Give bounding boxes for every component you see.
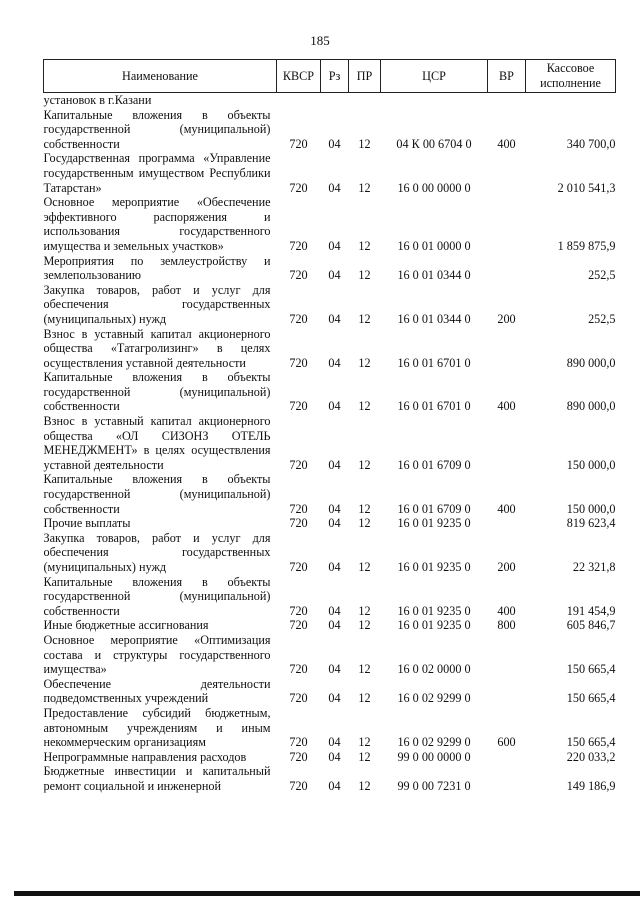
- row-sum: 890 000,0: [566, 355, 616, 370]
- row-kvsr: 720: [289, 560, 308, 574]
- row-sum: 605 846,7: [566, 618, 616, 633]
- row-name: Мероприятия по землеустройству и землепользованию: [43, 253, 271, 283]
- row-rz: 04: [328, 691, 341, 706]
- row-pr: 12: [358, 618, 371, 633]
- row-sum: 150 665,4: [566, 691, 616, 706]
- row-vr: [488, 254, 526, 283]
- row-csr: 16 0 01 9235 0: [397, 603, 471, 618]
- row-csr: 04 К 00 6704 0: [396, 136, 472, 151]
- table-row: [44, 706, 616, 750]
- table-row: [44, 764, 616, 793]
- table-row: [44, 93, 616, 108]
- row-rz: 04: [328, 735, 341, 750]
- row-vr: 800: [497, 618, 516, 633]
- table-row: [44, 195, 616, 253]
- row-csr: 99 0 00 7231 0: [397, 778, 471, 793]
- table-row: [44, 516, 616, 531]
- row-pr: 12: [358, 603, 371, 618]
- row-kvsr: 720: [289, 662, 308, 677]
- row-vr: [488, 677, 526, 706]
- row-sum: 220 033,2: [566, 749, 616, 764]
- row-kvsr: 720: [289, 268, 308, 283]
- row-name: Основное мероприятие «Оптимизация состава и структуры государственного имущества»: [43, 632, 271, 677]
- row-name: Капитальные вложения в объекты государственной (муниципальной) собственности: [43, 107, 271, 151]
- row-vr: [488, 750, 526, 765]
- row-name: Капитальные вложения в объекты государственной (муниципальной) собственности: [43, 370, 271, 414]
- row-sum: 340 700,0: [566, 136, 616, 151]
- table-row: [44, 531, 616, 575]
- table-row: [44, 283, 616, 327]
- table-row: [44, 750, 616, 765]
- row-kvsr: 720: [289, 778, 308, 793]
- table-row: [44, 151, 616, 195]
- row-sum: [526, 93, 616, 108]
- row-kvsr: 720: [289, 501, 308, 516]
- row-csr: 16 0 01 9235 0: [397, 618, 471, 633]
- row-vr: 200: [497, 311, 516, 326]
- row-vr: 400: [497, 501, 516, 516]
- row-vr: 200: [497, 560, 516, 574]
- row-pr: 12: [358, 501, 371, 516]
- row-pr: 12: [358, 238, 371, 253]
- row-sum: 1 859 875,9: [557, 238, 616, 253]
- row-rz: 04: [328, 238, 341, 253]
- row-csr: 16 0 02 9299 0: [397, 735, 471, 750]
- row-pr: 12: [358, 180, 371, 195]
- row-csr: 16 0 01 0344 0: [397, 268, 471, 283]
- row-kvsr: 720: [289, 457, 308, 472]
- row-name: Капитальные вложения в объекты государственной (муниципальной) собственности: [43, 472, 271, 516]
- row-rz: 04: [328, 618, 341, 633]
- row-name: Прочие выплаты: [43, 516, 131, 531]
- row-vr: 400: [497, 399, 516, 414]
- row-vr: [488, 93, 526, 108]
- row-name: Взнос в уставный капитал акционерного общества «Татагролизинг» в целях осуществления уставной деятельности: [43, 326, 271, 370]
- row-name: Иные бюджетные ассигнования: [43, 618, 209, 633]
- row-rz: 04: [328, 457, 341, 472]
- row-csr: 99 0 00 0000 0: [397, 749, 471, 764]
- row-kvsr: 720: [289, 735, 308, 750]
- header-kvsr: КВСР: [277, 60, 321, 93]
- page-number: 185: [310, 33, 330, 48]
- row-csr: 16 0 00 0000 0: [397, 180, 471, 195]
- row-pr: 12: [358, 268, 371, 283]
- row-csr: 16 0 01 0000 0: [397, 238, 471, 253]
- row-vr: 400: [497, 136, 516, 151]
- row-rz: 04: [328, 516, 341, 531]
- row-csr: 16 0 01 6701 0: [397, 355, 471, 370]
- row-pr: 12: [358, 136, 371, 151]
- table-row: [44, 575, 616, 619]
- table-row: [44, 108, 616, 152]
- row-rz: 04: [328, 749, 341, 764]
- table-row: [44, 677, 616, 706]
- row-name: Закупка товаров, работ и услуг для обеспечения государственных (муниципальных) нужд: [43, 530, 271, 574]
- row-rz: 04: [328, 603, 341, 618]
- table-row: [44, 254, 616, 283]
- row-csr: [381, 93, 488, 108]
- row-pr: 12: [358, 691, 371, 706]
- row-name: Предоставление субсидий бюджетным, автономным учреждениям и иным некоммерческим организациям: [43, 705, 271, 750]
- bottom-scan-border: [14, 891, 640, 896]
- row-name: Непрограммные направления расходов: [43, 749, 247, 764]
- row-sum: 252,5: [588, 311, 616, 326]
- row-vr: [488, 764, 526, 793]
- row-sum: 252,5: [588, 268, 616, 283]
- row-name: Обеспечение деятельности подведомственных учреждений: [43, 676, 271, 706]
- row-pr: 12: [358, 355, 371, 370]
- row-sum: 191 454,9: [566, 603, 616, 618]
- table-row: [44, 472, 616, 516]
- row-vr: [488, 327, 526, 371]
- row-csr: 16 0 02 9299 0: [397, 691, 471, 706]
- row-pr: 12: [358, 735, 371, 750]
- row-sum: 22 321,8: [572, 560, 616, 574]
- row-csr: 16 0 01 9235 0: [397, 516, 471, 531]
- row-sum: 819 623,4: [566, 516, 616, 531]
- row-kvsr: 720: [289, 618, 308, 633]
- row-kvsr: [277, 93, 321, 108]
- row-sum: 890 000,0: [566, 399, 616, 414]
- row-kvsr: 720: [289, 355, 308, 370]
- table-header-row: [44, 60, 616, 93]
- row-kvsr: 720: [289, 238, 308, 253]
- row-pr: 12: [358, 662, 371, 677]
- row-pr: 12: [358, 560, 371, 574]
- table-body: [44, 93, 616, 794]
- row-vr: [488, 151, 526, 195]
- row-csr: 16 0 01 0344 0: [397, 311, 471, 326]
- row-kvsr: 720: [289, 399, 308, 414]
- row-sum: 150 000,0: [566, 457, 616, 472]
- row-vr: 400: [497, 603, 516, 618]
- row-sum: 150 665,4: [566, 735, 616, 750]
- row-pr: 12: [358, 749, 371, 764]
- row-pr: 12: [358, 778, 371, 793]
- budget-table: [43, 59, 616, 794]
- row-vr: 600: [497, 735, 516, 750]
- row-csr: 16 0 01 9235 0: [397, 560, 471, 574]
- row-sum: 149 186,9: [566, 778, 616, 793]
- header-rz: Рз: [321, 60, 349, 93]
- row-name: Основное мероприятие «Обеспечение эффективного распоряжения и использования государственного имущества и земельных участков»: [43, 195, 271, 253]
- row-name: Государственная программа «Управление государственным имуществом Республики Татарстан»: [43, 151, 271, 195]
- header-vr: ВР: [488, 60, 526, 93]
- row-rz: 04: [328, 355, 341, 370]
- row-name: Взнос в уставный капитал акционерного общества «ОЛ СИЗОНЗ ОТЕЛЬ МЕНЕДЖМЕНТ» в целях осуществления уставной деятельности: [43, 414, 271, 472]
- row-rz: 04: [328, 268, 341, 283]
- row-pr: 12: [358, 516, 371, 531]
- row-name: Бюджетные инвестиции и капитальный ремонт социальной и инженерной: [43, 764, 271, 793]
- row-rz: 04: [328, 311, 341, 326]
- row-name: Закупка товаров, работ и услуг для обеспечения государственных (муниципальных) нужд: [43, 282, 271, 326]
- row-pr: [349, 93, 381, 108]
- table-row: [44, 633, 616, 677]
- row-vr: [488, 195, 526, 253]
- row-rz: 04: [328, 501, 341, 516]
- table-row: [44, 327, 616, 371]
- row-pr: 12: [358, 457, 371, 472]
- row-rz: [321, 93, 349, 108]
- row-vr: [488, 633, 526, 677]
- row-rz: 04: [328, 560, 341, 574]
- row-rz: 04: [328, 180, 341, 195]
- row-rz: 04: [328, 778, 341, 793]
- row-csr: 16 0 01 6709 0: [397, 457, 471, 472]
- row-csr: 16 0 01 6701 0: [397, 399, 471, 414]
- row-kvsr: 720: [289, 180, 308, 195]
- row-csr: 16 0 01 6709 0: [397, 501, 471, 516]
- header-sum: Кассовое исполнение: [526, 60, 616, 93]
- table-row: [44, 618, 616, 633]
- row-pr: 12: [358, 399, 371, 414]
- row-name: Капитальные вложения в объекты государственной (муниципальной) собственности: [43, 574, 271, 618]
- row-sum: 2 010 541,3: [557, 180, 616, 195]
- row-pr: 12: [358, 311, 371, 326]
- row-vr: [488, 516, 526, 531]
- row-sum: 150 000,0: [566, 501, 616, 516]
- row-sum: 150 665,4: [566, 662, 616, 677]
- header-csr: ЦСР: [381, 60, 488, 93]
- row-vr: [488, 414, 526, 472]
- row-rz: 04: [328, 399, 341, 414]
- row-kvsr: 720: [289, 749, 308, 764]
- table-row: [44, 370, 616, 414]
- row-rz: 04: [328, 136, 341, 151]
- row-kvsr: 720: [289, 136, 308, 151]
- row-kvsr: 720: [289, 516, 308, 531]
- row-kvsr: 720: [289, 603, 308, 618]
- header-name: Наименование: [44, 60, 277, 93]
- table-row: [44, 414, 616, 472]
- row-kvsr: 720: [289, 691, 308, 706]
- row-csr: 16 0 02 0000 0: [397, 662, 471, 677]
- header-pr: ПР: [349, 60, 381, 93]
- row-name: установок в г.Казани: [43, 93, 152, 107]
- row-rz: 04: [328, 662, 341, 677]
- row-kvsr: 720: [289, 311, 308, 326]
